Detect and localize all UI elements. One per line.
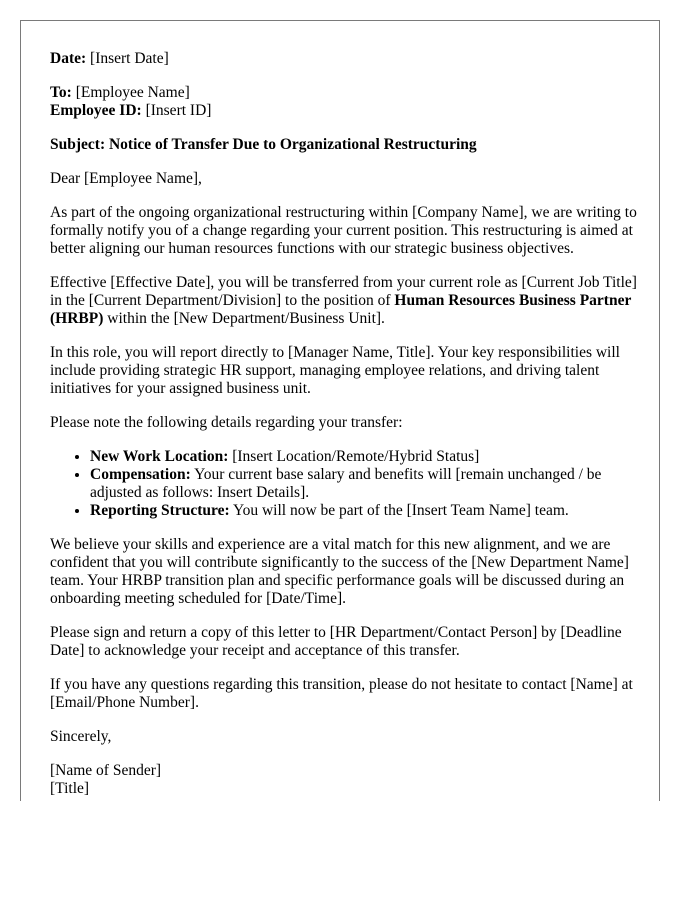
questions-paragraph: If you have any questions regarding this transition, please do not hesitate to contact [Name] at [Email/Phone Number]. <box>50 676 633 711</box>
detail-item-reporting <box>90 502 640 520</box>
transfer-text-pre: Effective [Effective Date], you will be transferred from your current role as [Current Job Title] in the [Current Department/Division] to the position of <box>50 274 637 309</box>
greeting: Dear [Employee Name], <box>50 170 202 187</box>
sender-name: [Name of Sender] <box>50 762 162 779</box>
detail-item-compensation <box>90 466 640 502</box>
intro-paragraph: As part of the ongoing organizational restructuring within [Company Name], we are writing to formally notify you of a change regarding your current position. This restructuring is aimed at better aligning our human resources functions with our strategic business objectives. <box>50 204 637 257</box>
details-list <box>50 448 640 520</box>
date-label: Date: <box>50 50 87 67</box>
transfer-text-post: within the [New Department/Business Unit]. <box>107 310 385 327</box>
date-value: [Insert Date] <box>90 50 169 67</box>
transfer-paragraph <box>50 274 640 328</box>
to-value: [Employee Name] <box>75 84 190 101</box>
details-intro: Please note the following details regarding your transfer: <box>50 414 403 431</box>
employee-id-value: [Insert ID] <box>145 102 212 119</box>
detail-item-location <box>90 448 640 466</box>
to-label: To: <box>50 84 72 101</box>
employee-id-label: Employee ID: <box>50 102 142 119</box>
detail-label: Compensation: <box>90 466 191 483</box>
detail-label: New Work Location: <box>90 448 229 465</box>
detail-value: [Insert Location/Remote/Hybrid Status] <box>232 448 480 465</box>
letter-content <box>50 50 640 798</box>
date-line <box>50 50 640 68</box>
detail-label: Reporting Structure: <box>90 502 230 519</box>
employee-id-line <box>50 102 640 120</box>
role-paragraph: In this role, you will report directly to [Manager Name, Title]. Your key responsibilities will include providing strategic HR support, managing employee relations, and driving talent initiatives for your assigned business unit. <box>50 344 620 397</box>
closing: Sincerely, <box>50 728 112 745</box>
sender-title: [Title] <box>50 780 90 797</box>
detail-value: You will now be part of the [Insert Team Name] team. <box>232 502 569 519</box>
signature-request-paragraph: Please sign and return a copy of this letter to [HR Department/Contact Person] by [Deadline Date] to acknowledge your receipt and acceptance of this transfer. <box>50 624 622 659</box>
subject-line <box>50 136 640 154</box>
new-position-title: Human Resources Business Partner (HRBP) <box>50 292 632 327</box>
recipient-line <box>50 84 640 102</box>
confidence-paragraph: We believe your skills and experience are a vital match for this new alignment, and we are confident that you will contribute significantly to the success of the [New Department Name] team. Your HRBP transition plan and specific performance goals will be discussed during an onboarding meeting scheduled for [Date/Time]. <box>50 536 629 607</box>
subject-text: Subject: Notice of Transfer Due to Organizational Restructuring <box>50 136 477 153</box>
letter-page <box>20 20 660 801</box>
detail-value: Your current base salary and benefits will [remain unchanged / be adjusted as follows: Insert Details]. <box>90 466 602 501</box>
